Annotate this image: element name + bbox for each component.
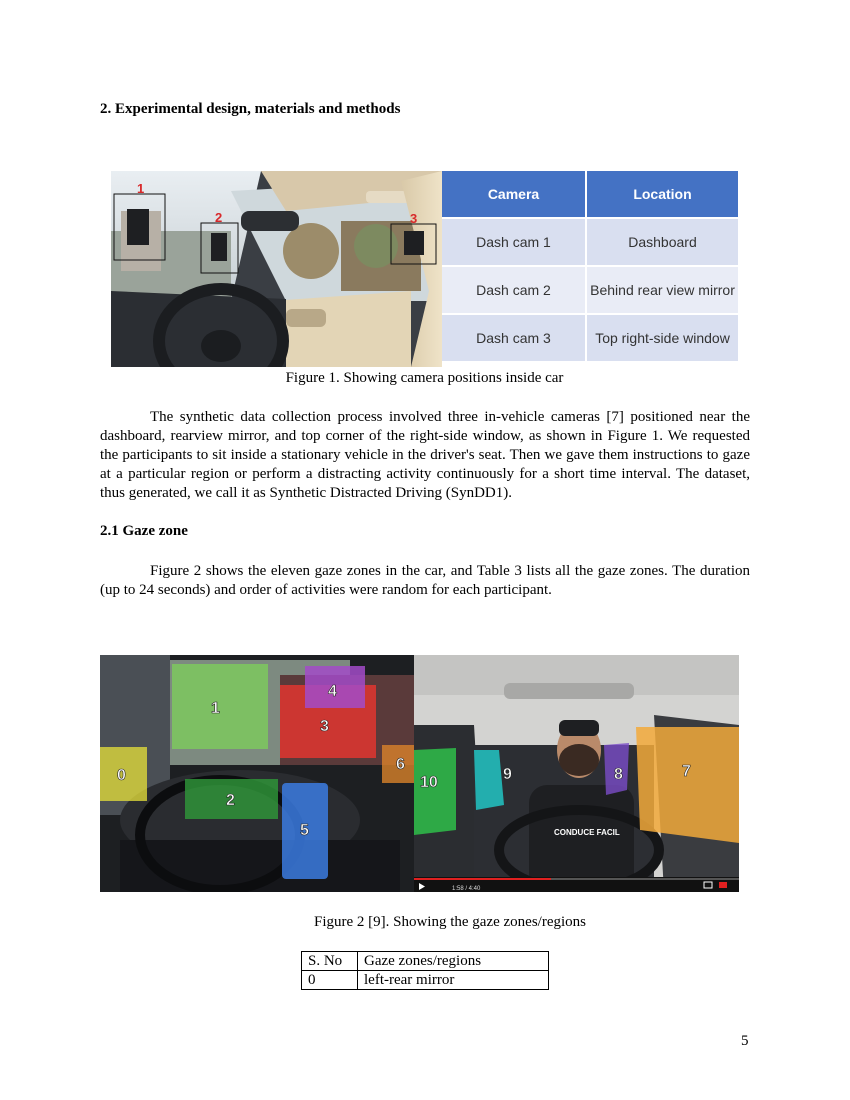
header-gaze-zone: Gaze zones/regions [358,952,549,971]
table-header-row [302,952,549,971]
subsection-heading: 2.1 Gaze zone [100,523,188,539]
table-row [442,267,738,313]
zone-label: 10 [420,774,438,791]
figure2-caption: Figure 2 [9]. Showing the gaze zones/regions [313,914,587,930]
header-location: Location [587,171,738,217]
gaze-zone-9 [474,750,504,810]
camera-location: Behind rear view mirror [587,267,738,313]
zone-label: 6 [396,756,405,773]
camera-name: Dash cam 3 [442,315,585,361]
zone-label: 2 [226,792,235,809]
gaze-zone-7 [636,727,739,843]
zone-label: 5 [300,822,309,839]
gaze-zone-1 [172,664,268,749]
video-time: 1:58 / 4:40 [452,886,481,892]
table-row [442,315,738,361]
zone-label: 0 [117,767,126,784]
table-row [302,971,549,990]
header-sno: S. No [302,952,358,971]
zone-number: 0 [302,971,358,990]
camera-marker-2: 2 [215,210,223,225]
youtube-icon[interactable] [719,882,727,888]
zone-name: left-rear mirror [358,971,549,990]
camera-table-header [442,171,738,217]
zone-label: 9 [503,766,512,783]
figure1-caption: Figure 1. Showing camera positions inside car [285,370,564,386]
gaze-zones-driver-view [100,655,414,892]
section-heading: 2. Experimental design, materials and methods [100,101,401,117]
gaze-zones-table [301,951,549,990]
zone-label: 7 [682,763,691,780]
zone-label: 3 [320,718,329,735]
camera-marker-1: 1 [137,181,145,196]
camera-name: Dash cam 2 [442,267,585,313]
table-row [442,219,738,265]
camera-location-table [442,171,738,367]
gaze-zones-front-view [414,655,739,892]
camera-marker-3: 3 [410,211,418,226]
car-interior-photo [111,171,442,367]
zone-label: 4 [328,683,337,700]
page-number: 5 [741,1033,749,1049]
camera-location: Dashboard [587,219,738,265]
header-camera: Camera [442,171,585,217]
zone-label: 1 [211,700,220,717]
camera-location: Top right-side window [587,315,738,361]
paragraph-gaze-zones: Figure 2 shows the eleven gaze zones in the car, and Table 3 lists all the gaze zones. The duration (up to 24 seconds) and order of activities were random for each participant. [100,563,750,598]
paragraph-synthetic-data: The synthetic data collection process involved three in-vehicle cameras [7] positioned near the dashboard, rearview mirror, and top corner of the right-side window, as shown in Figure 1. We requested the participants to sit inside a stationary vehicle in the driver's seat. Then we gave them instructions to gaze at a particular region or perform a distracting activity continuously for a short time interval. The dataset, thus generated, we call it as Synthetic Distracted Driving (SynDD1). [100,409,750,501]
camera-name: Dash cam 1 [442,219,585,265]
zone-label: 8 [614,766,623,783]
video-progress-fill [414,878,551,880]
gaze-zone-10 [414,748,456,835]
shirt-text: CONDUCE FACIL [554,828,620,837]
